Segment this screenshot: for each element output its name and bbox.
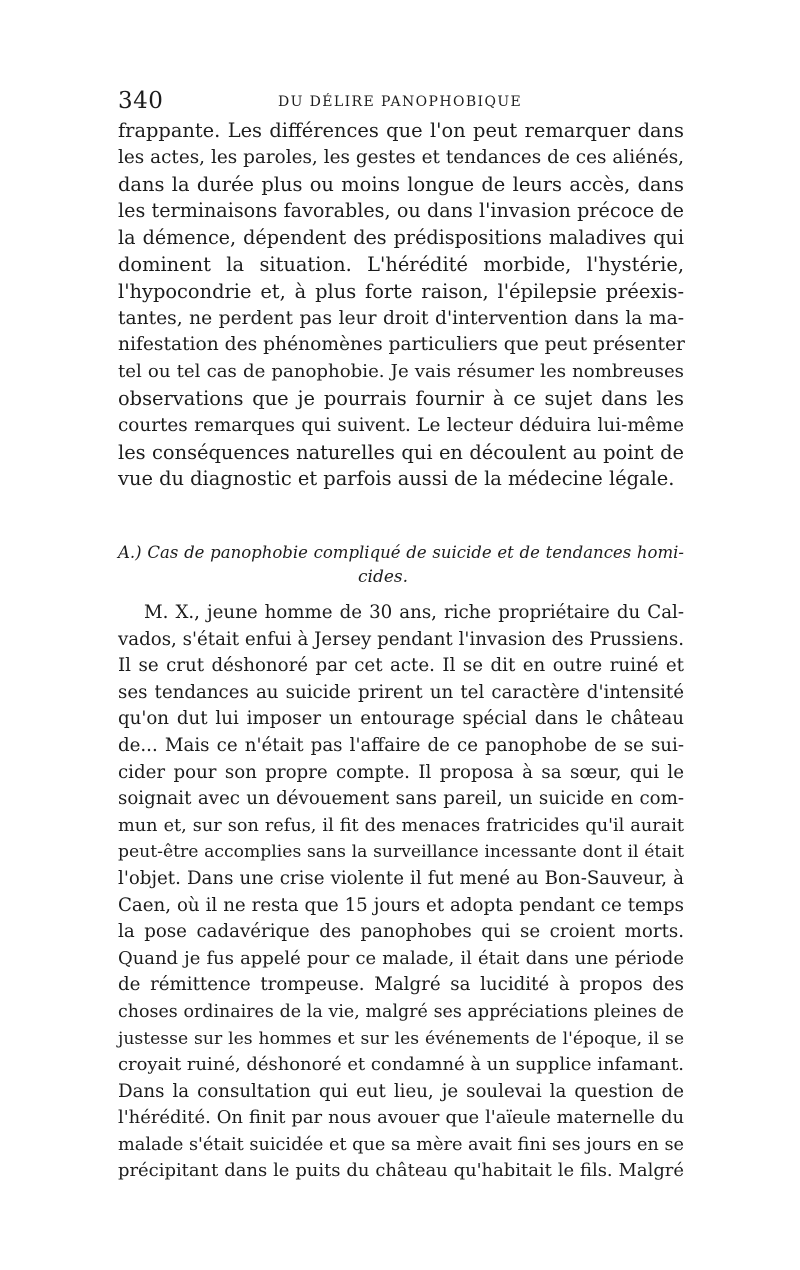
heading-line: cides. [358, 567, 409, 587]
text-line: la pose cadavérique des panophobes qui se croient morts. [118, 921, 684, 943]
page-header [118, 86, 684, 120]
running-title: DU DÉLIRE PANOPHOBIQUE [278, 94, 523, 110]
text-line: M. X., jeune homme de 30 ans, riche propriétaire du Cal- [144, 602, 684, 623]
text-line: cider pour son propre compte. Il proposa à sa sœur, qui le [118, 761, 684, 783]
text-line: croyait ruiné, déshonoré et condamné à un supplice infamant. [118, 1054, 684, 1076]
text-line: frappante. Les différences que l'on peut remarquer dans [118, 119, 684, 142]
text-line: vue du diagnostic et parfois aussi de la médecine légale. [118, 467, 675, 491]
text-line: précipitant dans le puits du château qu'habitait le fils. Malgré [118, 1160, 684, 1182]
text-line: tel ou tel cas de panophobie. Je vais résumer les nombreuses [118, 361, 684, 383]
text-line: ses tendances au suicide prirent un tel caractère d'intensité [118, 681, 684, 703]
text-line: dans la durée plus ou moins longue de leurs accès, dans [118, 172, 684, 196]
text-line: la démence, dépendent des prédispositions maladives qui [118, 226, 684, 250]
text-line: dominent la situation. L'hérédité morbide, l'hystérie, [118, 252, 684, 276]
text-line: de rémittence trompeuse. Malgré sa lucidité à propos des [118, 974, 684, 996]
text-line: choses ordinaires de la vie, malgré ses appréciations pleines de [118, 1001, 684, 1022]
paragraph-2 [118, 600, 684, 1185]
text-line: l'hypocondrie et, à plus forte raison, l'épilepsie préexis- [118, 279, 684, 303]
text-line: Quand je fus appelé pour ce malade, il était dans une période [118, 947, 684, 969]
text-line: tantes, ne perdent pas leur droit d'intervention dans la ma- [118, 307, 684, 329]
text-line: Dans la consultation qui eut lieu, je soulevai la question de [118, 1080, 684, 1102]
section-heading [118, 540, 684, 590]
text-line: Caen, où il ne resta que 15 jours et adopta pendant ce temps [118, 894, 684, 916]
text-line: courtes remarques qui suivent. Le lecteur déduira lui-même [118, 414, 684, 436]
text-line: de... Mais ce n'était pas l'affaire de ce panophobe de se sui- [118, 734, 684, 756]
text-line: les conséquences naturelles qui en découlent au point de [118, 440, 684, 464]
text-line: vados, s'était enfui à Jersey pendant l'invasion des Prussiens. [118, 628, 684, 650]
text-line: soignait avec un dévouement sans pareil, un suicide en com- [118, 788, 684, 810]
text-line: les actes, les paroles, les gestes et tendances de ces aliénés, [118, 146, 684, 168]
text-line: nifestation des phénomènes particuliers que peut présenter [118, 334, 685, 356]
text-line: les terminaisons favorables, ou dans l'invasion précoce de [118, 199, 684, 223]
heading-line: A.) Cas de panophobie compliqué de suicide et de tendances homi- [118, 543, 684, 562]
paragraph-1 [118, 118, 684, 493]
page-number: 340 [118, 88, 164, 114]
text-line: malade s'était suicidée et que sa mère avait fini ses jours en se [118, 1134, 684, 1155]
text-line: justesse sur les hommes et sur les événements de l'époque, il se [118, 1028, 684, 1049]
text-line: l'hérédité. On finit par nous avouer que l'aïeule maternelle du [118, 1107, 684, 1129]
text-line: Il se crut déshonoré par cet acte. Il se dit en outre ruiné et [118, 655, 684, 677]
text-line: qu'on dut lui imposer un entourage spécial dans le château [118, 708, 684, 730]
text-line: observations que je pourrais fournir à ce sujet dans les [118, 386, 684, 410]
text-line: peut-être accomplies sans la surveillance incessante dont il était [118, 842, 684, 863]
text-line: l'objet. Dans une crise violente il fut mené au Bon-Sauveur, à [118, 867, 684, 889]
text-line: mun et, sur son refus, il fit des menaces fratricides qu'il aurait [118, 815, 684, 836]
